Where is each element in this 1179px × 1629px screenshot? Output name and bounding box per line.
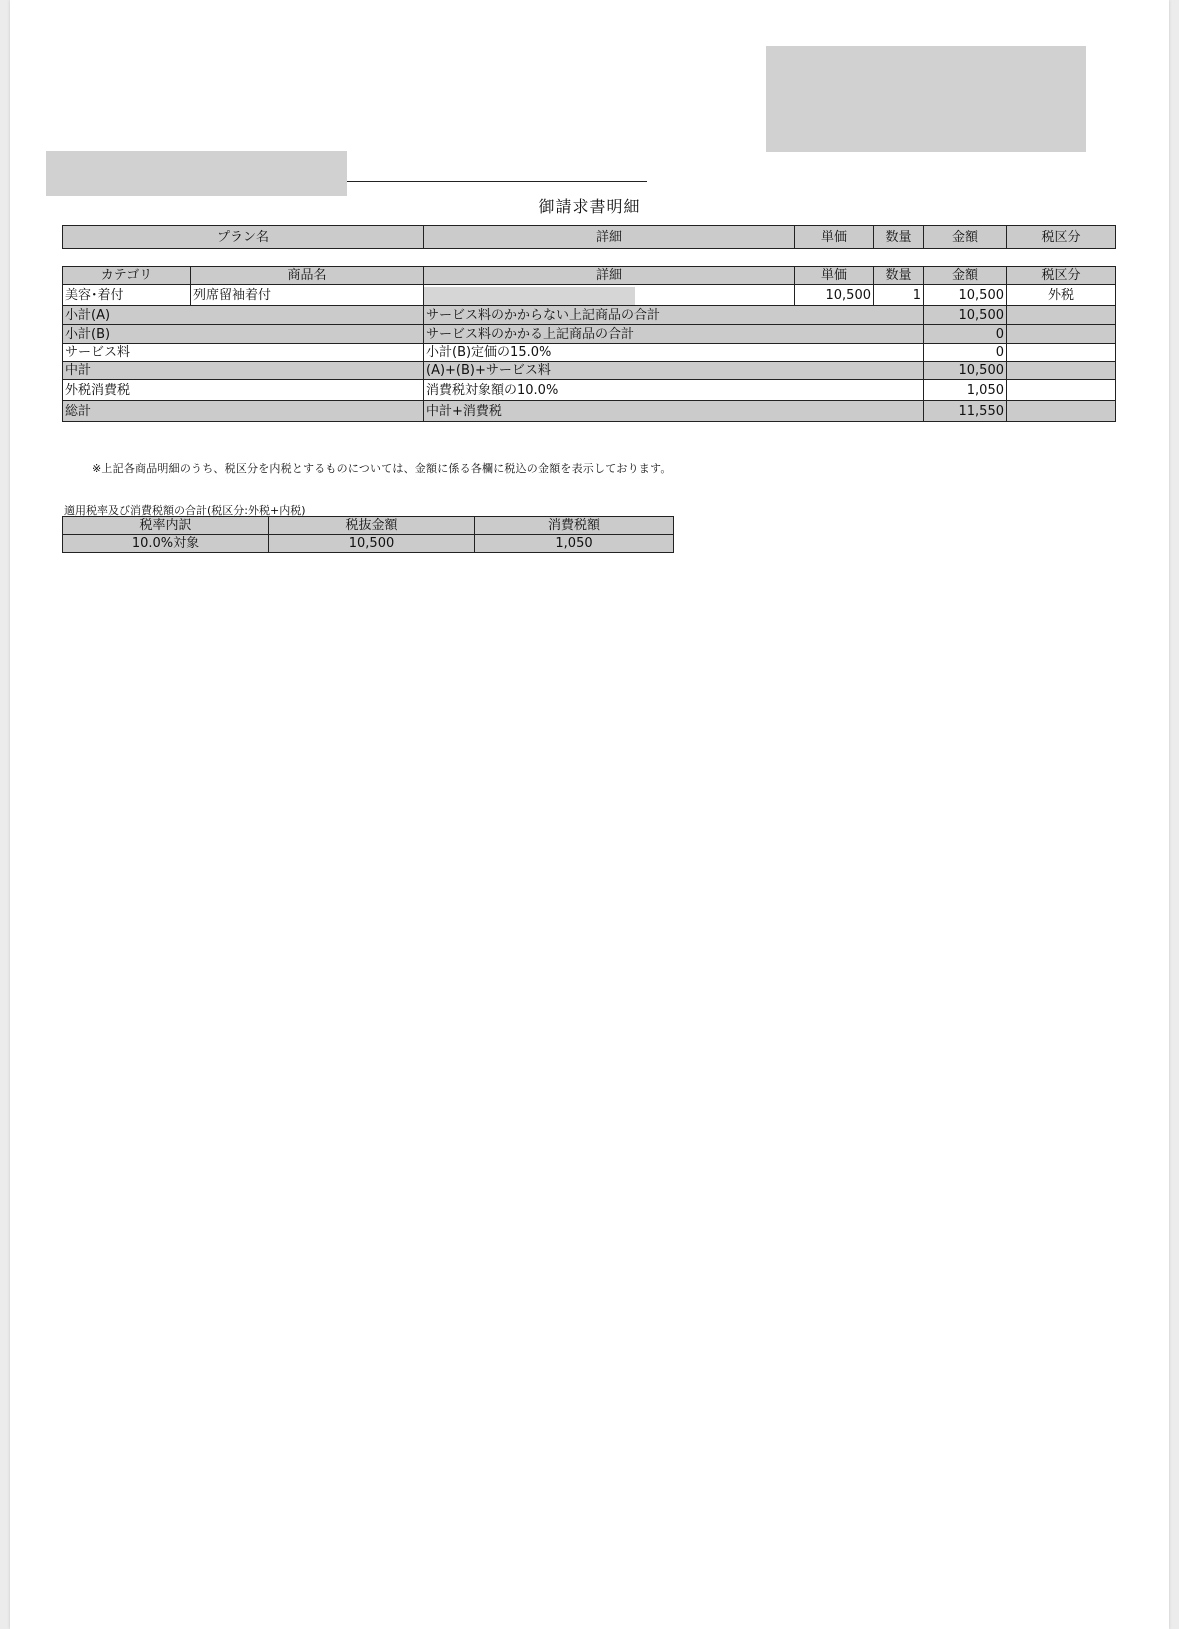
midtotal-tax-cell	[1007, 362, 1116, 380]
plan-header-plan-name: プラン名	[63, 226, 424, 249]
subtotal-a-row	[63, 306, 1116, 325]
tax-summary-caption: 適用税率及び消費税額の合計(税区分:外税+内税)	[64, 504, 306, 517]
consumption-tax-amount: 1,050	[924, 380, 1007, 401]
consumption-tax-tax-cell	[1007, 380, 1116, 401]
midtotal-detail: (A)+(B)+サービス料	[424, 362, 924, 380]
grand-total-row	[63, 401, 1116, 422]
subtotal-a-amount: 10,500	[924, 306, 1007, 325]
tax-rate: 10.0%対象	[63, 535, 269, 553]
tax-summary-table	[62, 516, 674, 553]
items-header-tax-type: 税区分	[1007, 267, 1116, 285]
subtotal-b-row	[63, 325, 1116, 344]
item-tax-type: 外税	[1007, 285, 1116, 306]
service-fee-label: サービス料	[63, 344, 424, 362]
tax-header-tax-amount: 消費税額	[475, 517, 674, 535]
item-unit-price: 10,500	[795, 285, 874, 306]
grand-total-detail: 中計+消費税	[424, 401, 924, 422]
items-table	[62, 266, 1116, 422]
plan-header-unit-price: 単価	[795, 226, 874, 249]
tax-summary-row	[63, 535, 674, 553]
plan-header-tax-type: 税区分	[1007, 226, 1116, 249]
subtotal-b-label: 小計(B)	[63, 325, 424, 344]
midtotal-amount: 10,500	[924, 362, 1007, 380]
subtotal-a-detail: サービス料のかからない上記商品の合計	[424, 306, 924, 325]
grand-total-label: 総計	[63, 401, 424, 422]
items-header-amount: 金額	[924, 267, 1007, 285]
midtotal-label: 中計	[63, 362, 424, 380]
service-fee-detail: 小計(B)定価の15.0%	[424, 344, 924, 362]
consumption-tax-label: 外税消費税	[63, 380, 424, 401]
plan-table	[62, 225, 1116, 249]
item-product: 列席留袖着付	[191, 285, 424, 306]
service-fee-amount: 0	[924, 344, 1007, 362]
plan-header-row	[63, 226, 1116, 249]
items-header-row	[63, 267, 1116, 285]
subtotal-b-detail: サービス料のかかる上記商品の合計	[424, 325, 924, 344]
item-row	[63, 285, 1116, 306]
item-detail	[424, 285, 795, 306]
tax-amount: 1,050	[475, 535, 674, 553]
consumption-tax-row	[63, 380, 1116, 401]
tax-header-rate: 税率内訳	[63, 517, 269, 535]
invoice-page	[10, 0, 1169, 1629]
items-header-category: カテゴリ	[63, 267, 191, 285]
plan-header-quantity: 数量	[874, 226, 924, 249]
subtotal-a-label: 小計(A)	[63, 306, 424, 325]
tax-header-taxable-amount: 税抜金額	[269, 517, 475, 535]
item-amount: 10,500	[924, 285, 1007, 306]
grand-total-amount: 11,550	[924, 401, 1007, 422]
plan-header-detail: 詳細	[424, 226, 795, 249]
grand-total-tax-cell	[1007, 401, 1116, 422]
items-header-unit-price: 単価	[795, 267, 874, 285]
redacted-recipient-name	[46, 151, 347, 196]
recipient-underline	[347, 181, 647, 182]
consumption-tax-detail: 消費税対象額の10.0%	[424, 380, 924, 401]
document-title: 御請求書明細	[538, 197, 641, 216]
items-header-quantity: 数量	[874, 267, 924, 285]
tax-taxable-amount: 10,500	[269, 535, 475, 553]
redacted-item-detail	[424, 287, 636, 305]
subtotal-b-tax-cell	[1007, 325, 1116, 344]
tax-note: ※上記各商品明細のうち、税区分を内税とするものについては、金額に係る各欄に税込の金額を表示しております。	[92, 462, 672, 475]
midtotal-row	[63, 362, 1116, 380]
tax-summary-header-row	[63, 517, 674, 535]
items-header-product: 商品名	[191, 267, 424, 285]
plan-header-amount: 金額	[924, 226, 1007, 249]
item-quantity: 1	[874, 285, 924, 306]
service-fee-row	[63, 344, 1116, 362]
service-fee-tax-cell	[1007, 344, 1116, 362]
items-header-detail: 詳細	[424, 267, 795, 285]
item-category: 美容･着付	[63, 285, 191, 306]
subtotal-a-tax-cell	[1007, 306, 1116, 325]
subtotal-b-amount: 0	[924, 325, 1007, 344]
redacted-address-block	[766, 46, 1086, 152]
